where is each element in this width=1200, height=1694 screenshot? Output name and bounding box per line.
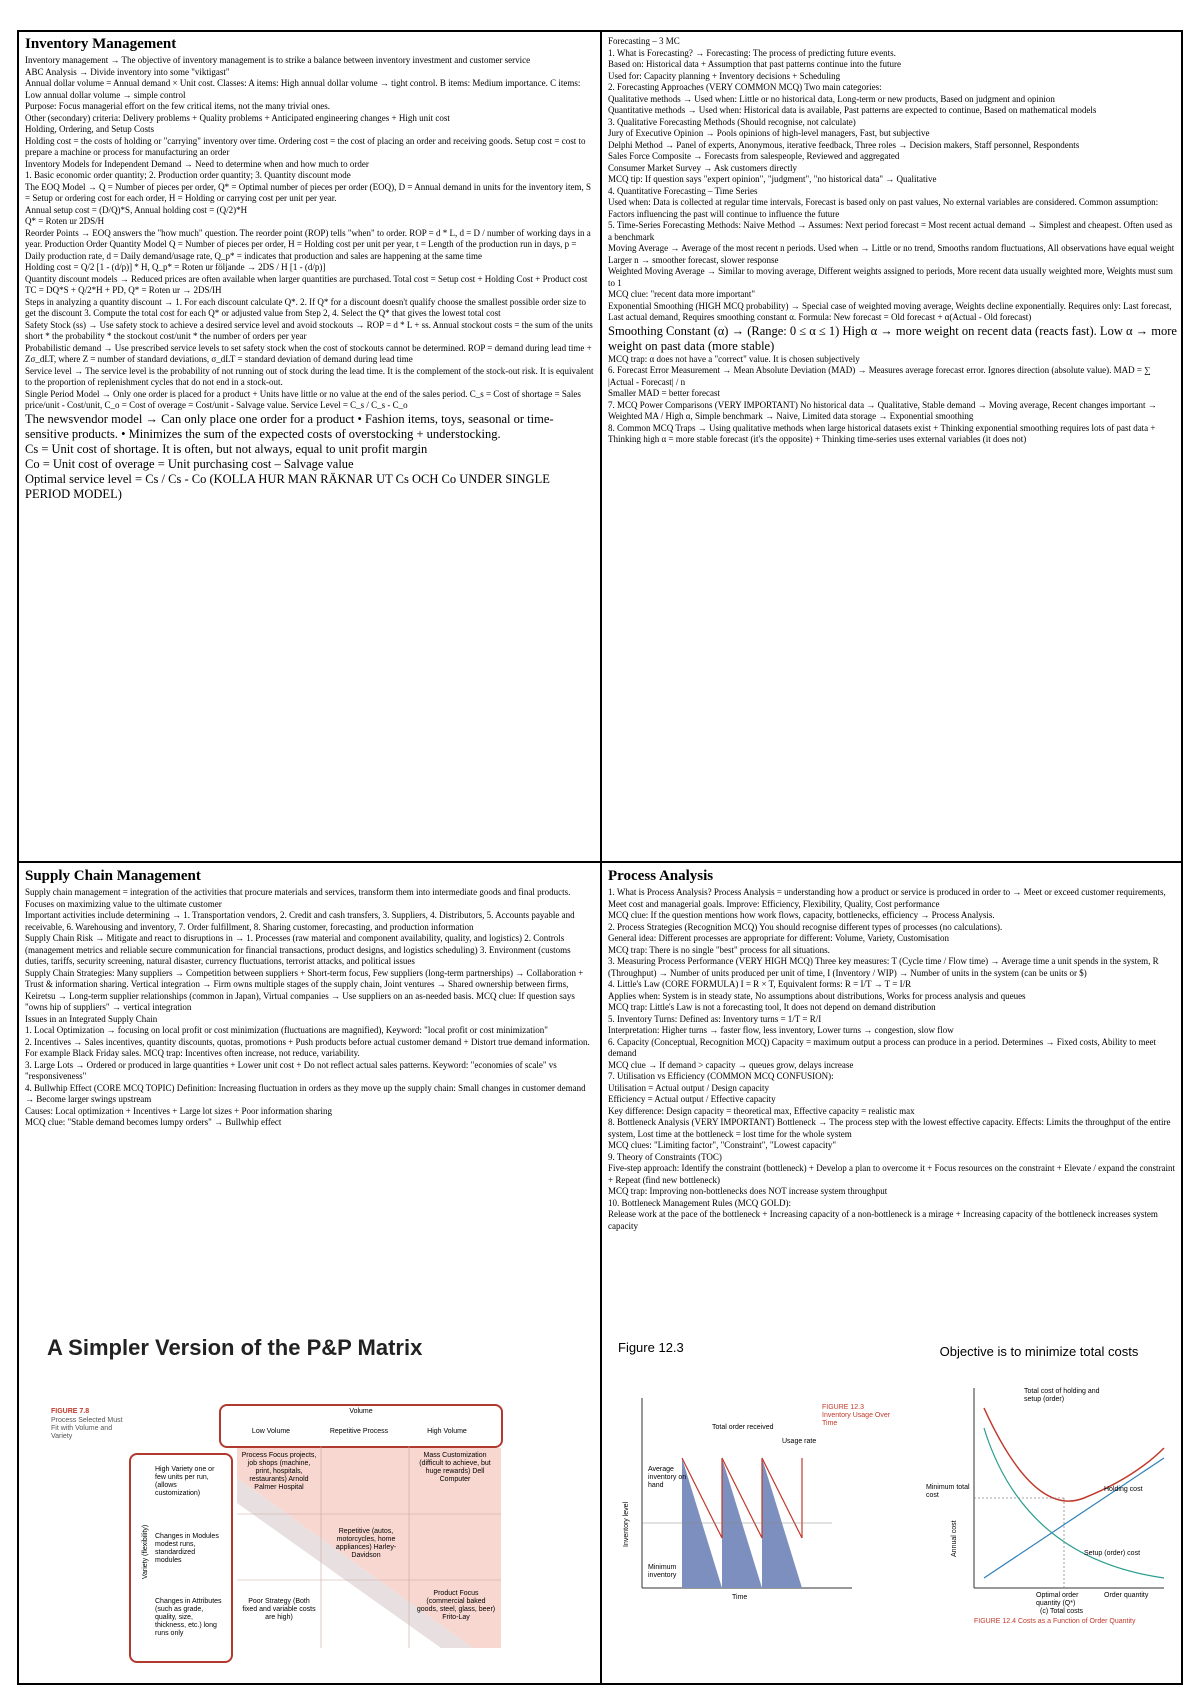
paragraph: Single Period Model → Only one order is placed for a product + Units have little or no value at the end of the sales period. C_s = Cost of shortage = Sales price/unit - Cost/unit, C_o = Cost of overage = Cost/unit - Salvage value. Service Level = C_s / C_s - C_o bbox=[25, 388, 581, 410]
paragraph: Moving Average → Average of the most recent n periods. Used when → Little or no trend, Smooths random fluctuations, All observations have equal weight bbox=[608, 243, 1175, 253]
study-sheet bbox=[17, 30, 1183, 1685]
paragraph: MCQ clues: "Limiting factor", "Constraint", "Lowest capacity" bbox=[608, 1140, 836, 1150]
figure-left-caption: FIGURE 12.3 Inventory Usage Over Time bbox=[822, 1404, 891, 1427]
paragraph: Exponential Smoothing (HIGH MCQ probability) → Special case of weighted moving average, Weights decline exponentially. Requires only: Last forecast, Last actual demand, Requires smoothing constant α. Formula: New forecast = Old forecast + α(Actual - Old forecast) bbox=[608, 300, 1172, 322]
paragraph: MCQ tip: If question says "expert opinion", "judgment", "no historical data" → Qualitative bbox=[608, 174, 937, 184]
paragraph: 6. Capacity (Conceptual, Recognition MCQ) Capacity = maximum output a process can produce in a period. Determines → Fixed costs, Ability to meet demand bbox=[608, 1036, 1156, 1058]
paragraph: MCQ trap: There is no single "best" process for all situations. bbox=[608, 944, 830, 955]
paragraph: Service level → The service level is the probability of not running out of stock during the lead time. It is the complement of the stock-out risk. It is equivalent to the proportion of replenishment cycles that do not end in a stock-out. bbox=[25, 365, 594, 387]
supply-chain-section bbox=[25, 868, 595, 1683]
volume-header: Volume bbox=[349, 1408, 373, 1415]
row-divider bbox=[19, 861, 1181, 863]
label-minimum-inventory: Minimum inventory bbox=[648, 1564, 677, 1579]
paragraph: MCQ trap: α does not have a "correct" value. It is chosen subjectively bbox=[608, 353, 860, 364]
cell-process-focus: Process Focus projects, job shops (machine, print, hospitals, restaurants) Arnold Palmer Hospital bbox=[241, 1452, 317, 1491]
section-title: Process Analysis bbox=[608, 868, 714, 884]
paragraph: Holding, Ordering, and Setup Costs bbox=[25, 124, 154, 134]
process-body bbox=[608, 887, 1178, 1232]
cell-repetitive: Repetitive (autos, motorcycles, home appliances) Harley-Davidson bbox=[335, 1528, 397, 1559]
paragraph: Purpose: Focus managerial effort on the few critical items, not the many trivial ones. bbox=[25, 101, 331, 111]
paragraph: Quantity discount models → Reduced prices are often available when larger quantities are purchased. Total cost = Setup cost + Holding Cost + Product cost bbox=[25, 273, 588, 284]
section-title: Forecasting – 3 MC bbox=[608, 36, 680, 46]
paragraph: Key difference: Design capacity = theoretical max, Effective capacity = realistic max bbox=[608, 1105, 915, 1116]
paragraph: Safety Stock (ss) → Use safety stock to achieve a desired service level and avoid stockouts → ROP = d * L + ss. Annual stockout costs = the sum of the units short * the probability * the stockout cost/unit * the number of orders per year bbox=[25, 319, 593, 341]
inventory-section bbox=[25, 36, 595, 858]
paragraph: Important activities include determining → 1. Transportation vendors, 2. Credit and cash transfers, 3. Suppliers, 4. Distributors, 5. Accounts payable and receivable, 6. Warehousing and inventory, 7. Order fulfillment, 8. Sharing customer, forecasting, and production information bbox=[25, 910, 575, 932]
label-optimal-q: Optimal order quantity (Q*) bbox=[1036, 1592, 1079, 1607]
paragraph: 2. Process Strategies (Recognition MCQ) You should recognise different types of processes (no calculations). bbox=[608, 921, 1003, 932]
cell-mass-customization: Mass Customization (difficult to achieve, but huge rewards) Dell Computer bbox=[419, 1452, 491, 1483]
paragraph: TC = DQ*S + Q/2*H + PD, Q* = Roten ur → 2DS/IH bbox=[25, 285, 222, 295]
paragraph: 5. Inventory Turns: Defined as: Inventory turns = 1/T = R/I bbox=[608, 1013, 822, 1024]
paragraph: 7. Utilisation vs Efficiency (COMMON MCQ CONFUSION): bbox=[608, 1071, 834, 1081]
inventory-body bbox=[25, 55, 595, 412]
paragraph: 4. Quantitative Forecasting – Time Series bbox=[608, 185, 758, 196]
forecasting-body bbox=[608, 48, 1178, 324]
label-usage-rate: Usage rate bbox=[782, 1438, 817, 1445]
paragraph: 1. What is Forecasting? → Forecasting: The process of predicting future events. bbox=[608, 47, 896, 58]
paragraph: The EOQ Model → Q = Number of pieces per order, Q* = Optimal number of pieces per order (EOQ), D = Annual demand in units for the inventory item, S = Setup or ordering cost for each order, H = Holding or carrying cost per unit per year. bbox=[25, 181, 591, 203]
total-cost-figure bbox=[904, 1338, 1174, 1628]
paragraph: Issues in an Integrated Supply Chain bbox=[25, 1013, 158, 1024]
paragraph: Efficiency = Actual output / Effective capacity bbox=[608, 1094, 776, 1104]
paragraph: 1. What is Process Analysis? Process Analysis = understanding how a product or service is produced in order to → Meet or exceed customer requirements, Meet cost and managerial goals. Improve: Efficiency, Flexibility, Quality, Cost performance bbox=[608, 887, 1166, 909]
paragraph: Inventory Models for Independent Demand → Need to determine when and how much to order bbox=[25, 158, 369, 169]
figure-right-title: Objective is to minimize total costs bbox=[939, 1344, 1139, 1359]
forecasting-section bbox=[608, 36, 1178, 858]
paragraph: ABC Analysis → Divide inventory into some "viktigast" bbox=[25, 66, 230, 77]
paragraph: 7. MCQ Power Comparisons (VERY IMPORTANT) No historical data → Qualitative, Stable demand → Moving average, Recent changes important → Weighted MA / High α, Simple benchmark → Naive, Limited data storage → Exponential smoothing bbox=[608, 399, 1157, 421]
forecasting-body-2 bbox=[608, 354, 1178, 446]
label-inventory-level: Inventory level bbox=[623, 1501, 630, 1547]
column-low-volume: Low Volume bbox=[251, 1428, 291, 1435]
process-section bbox=[608, 868, 1178, 1683]
cell-product-focus: Product Focus (commercial baked goods, steel, glass, beer) Frito-Lay bbox=[416, 1590, 496, 1621]
figure-caption: Process Selected Must Fit with Volume and Variety bbox=[51, 1417, 123, 1440]
paragraph: Qualitative methods → Used when: Little or no historical data, Long-term or new products, Based on judgment and opinion bbox=[608, 93, 1055, 104]
paragraph: 3. Qualitative Forecasting Methods (Should recognise, not calculate) bbox=[608, 116, 856, 127]
newsvendor-body bbox=[25, 412, 595, 502]
paragraph: Supply Chain Strategies: Many suppliers → Competition between suppliers + Short-term focus, Few suppliers (long-term partnerships) → Collaboration + Trust & information sharing. Vertical integration → Firm owns multiple stages of the supply chain, Joint ventures → Shared ownership between firms, Keiretsu → Long-term supplier relationships (common in Japan), Virtual companies → Use suppliers on an as-needed basis. MCQ clue: If question says "owns hip of suppliers" → vertical integration bbox=[25, 967, 584, 1012]
label-minimum-total: Minimum total cost bbox=[926, 1484, 970, 1499]
paragraph: 2. Forecasting Approaches (VERY COMMON MCQ) Two main categories: bbox=[608, 82, 882, 92]
paragraph: 4. Bullwhip Effect (CORE MCQ TOPIC) Definition: Increasing fluctuation in orders as they move up the supply chain: Small changes in customer demand → Become larger swings upstream bbox=[25, 1082, 586, 1104]
row-modules: Changes in Modules modest runs, standardized modules bbox=[155, 1533, 219, 1564]
column-repetitive: Repetitive Process bbox=[329, 1428, 389, 1435]
paragraph: Applies when: System is in steady state, No assumptions about distributions, Works for process analysis and queues bbox=[608, 990, 1026, 1001]
section-title: Supply Chain Management bbox=[25, 868, 201, 884]
cell-poor-strategy: Poor Strategy (Both fixed and variable costs are high) bbox=[242, 1598, 316, 1621]
paragraph: General idea: Different processes are appropriate for different: Volume, Variety, Customisation bbox=[608, 933, 949, 943]
paragraph: 10. Bottleneck Management Rules (MCQ GOLD): bbox=[608, 1197, 791, 1208]
paragraph: Smaller MAD = better forecast bbox=[608, 388, 721, 398]
label-order-quantity: Order quantity bbox=[1104, 1592, 1149, 1599]
paragraph: Supply chain management = integration of the activities that procure materials and services, transform them into intermediate goods and final products. Focuses on maximizing value to the ultimate customer bbox=[25, 887, 571, 909]
paragraph: Other (secondary) criteria: Delivery problems + Quality problems + Anticipated engineering changes + High unit cost bbox=[25, 112, 450, 123]
paragraph: 1. Basic economic order quantity; 2. Production order quantity; 3. Quantity discount mode bbox=[25, 170, 351, 180]
paragraph: MCQ trap: Improving non-bottlenecks does NOT increase system throughput bbox=[608, 1186, 888, 1196]
label-holding-cost: Holding cost bbox=[1104, 1486, 1143, 1493]
pp-matrix-title: A Simpler Version of the P&P Matrix bbox=[47, 1335, 423, 1360]
total-cost-chart bbox=[904, 1338, 1174, 1628]
figure-label: FIGURE 7.8 bbox=[51, 1408, 90, 1415]
label-total-costs: (c) Total costs bbox=[1040, 1608, 1084, 1615]
paragraph: 8. Bottleneck Analysis (VERY IMPORTANT) Bottleneck → The process step with the lowest effective capacity. Effects: Limits the throughput of the entire system, Lost time at the bottleneck = lost time for the whole system bbox=[608, 1117, 1171, 1139]
paragraph: Co = Unit cost of overage = Unit purchasing cost – Salvage value bbox=[25, 456, 354, 471]
paragraph: MCQ clue → If demand > capacity → queues grow, delays increase bbox=[608, 1059, 854, 1070]
paragraph: Probabilistic demand → Use prescribed service levels to set safety stock when the cost of stockouts cannot be determined. ROP = demand during lead time + Zσ_dLT, where Z = number of standard deviations, σ_dLT = standard deviation of demand during lead time bbox=[25, 342, 592, 364]
paragraph: Jury of Executive Opinion → Pools opinions of high-level managers, Fast, but subjective bbox=[608, 128, 930, 138]
paragraph: The newsvendor model → Can only place one order for a product • Fashion items, toys, seasonal or time-sensitive products. • Minimizes the sum of the expected costs of overstocking + understocking. bbox=[25, 411, 554, 441]
paragraph: Weighted Moving Average → Similar to moving average, Different weights assigned to periods, More recent data usually weighted more, Weights must sum to 1 bbox=[608, 266, 1173, 288]
paragraph: Used for: Capacity planning + Inventory decisions + Scheduling bbox=[608, 70, 841, 81]
paragraph: 4. Little's Law (CORE FORMULA) I = R × T, Equivalent forms: R = I/T → T = I/R bbox=[608, 979, 912, 989]
label-time: Time bbox=[732, 1594, 748, 1601]
pp-matrix-figure bbox=[31, 1328, 521, 1668]
paragraph: Consumer Market Survey → Ask customers directly bbox=[608, 162, 797, 173]
paragraph: Used when: Data is collected at regular time intervals, Forecast is based only on past values, No external variables are considered. Common assumption: Factors influencing the past will continue to influence the future bbox=[608, 197, 1159, 219]
label-average-inventory: Average inventory on hand bbox=[648, 1466, 687, 1489]
paragraph: Delphi Method → Panel of experts, Anonymous, iterative feedback, Three roles → Decision makers, Staff personnel, Respondents bbox=[608, 139, 1080, 150]
paragraph: 1. Local Optimization → focusing on local profit or cost minimization (fluctuations are magnified), Keyword: "local profit or cost minimization" bbox=[25, 1025, 548, 1035]
paragraph: MCQ trap: Little's Law is not a forecasting tool, It does not depend on demand distribution bbox=[608, 1002, 936, 1012]
paragraph: Holding cost = the costs of holding or "carrying" inventory over time. Ordering cost = the cost of placing an order and receiving goods. Setup cost = cost to prepare a machine or process for manufacturing an order bbox=[25, 135, 586, 157]
paragraph: Interpretation: Higher turns → faster flow, less inventory, Lower turns → congestion, slow flow bbox=[608, 1025, 954, 1035]
paragraph: Sales Force Composite → Forecasts from salespeople, Reviewed and aggregated bbox=[608, 151, 900, 161]
paragraph: MCQ clue: If the question mentions how work flows, capacity, bottlenecks, efficiency → Process Analysis. bbox=[608, 910, 995, 920]
holding-cost-curve bbox=[984, 1458, 1164, 1578]
figure-left-title: Figure 12.3 bbox=[618, 1340, 684, 1355]
paragraph: Based on: Historical data + Assumption that past patterns continue into the future bbox=[608, 59, 902, 69]
smoothing-constant-note: Smoothing Constant (α) → (Range: 0 ≤ α ≤ 1) High α → more weight on recent data (reacts fast). Low α → more weight on past data (more stable) bbox=[608, 323, 1177, 353]
paragraph: Inventory management → The objective of inventory management is to strike a balance between inventory investment and customer service bbox=[25, 55, 531, 65]
paragraph: MCQ clue: "Stable demand becomes lumpy orders" → Bullwhip effect bbox=[25, 1117, 282, 1127]
paragraph: Utilisation = Actual output / Design capacity bbox=[608, 1082, 770, 1093]
paragraph: 8. Common MCQ Traps → Using qualitative methods when large historical datasets exist + Thinking exponential smoothing requires lots of past data + Thinking high α = more stable forecast (it's the opposite) + Thinking time-series uses external variables (it does not) bbox=[608, 422, 1156, 444]
paragraph: Supply Chain Risk → Mitigate and react to disruptions in → 1. Processes (raw material and component availability, quality, and logistics) 2. Controls (management metrics and reliable secure communication for financial transactions, product designs, and logistics scheduling) 3. Environment (customs duties, tariffs, security screening, natural disaster, currency fluctuations, terrorist attacks, and political issues bbox=[25, 933, 571, 966]
column-divider bbox=[600, 32, 602, 1683]
label-setup-cost: Setup (order) cost bbox=[1084, 1550, 1141, 1557]
paragraph: Five-step approach: Identify the constraint (bottleneck) + Develop a plan to overcome it + Focus resources on the constraint + Elevate / expand the constraint + Repeat (find new bottleneck) bbox=[608, 1163, 1176, 1185]
paragraph: Release work at the pace of the bottleneck + Increasing capacity of a non-bottleneck is a mirage + Increasing capacity of the bottleneck increases system capacity bbox=[608, 1209, 1158, 1231]
paragraph: Larger n → smoother forecast, slower response bbox=[608, 254, 779, 265]
label-total-cost: Total cost of holding and setup (order) bbox=[1024, 1388, 1100, 1403]
paragraph: Annual setup cost = (D/Q)*S, Annual holding cost = (Q/2)*H bbox=[25, 204, 248, 215]
row-attributes: Changes in Attributes (such as grade, quality, size, thickness, etc.) long runs only bbox=[155, 1598, 222, 1637]
paragraph: MCQ clue: "recent data more important" bbox=[608, 289, 756, 299]
paragraph: Cs = Unit cost of shortage. It is often, but not always, equal to unit profit margin bbox=[25, 441, 428, 456]
paragraph: Q* = Roten ur 2DS/H bbox=[25, 216, 105, 226]
paragraph: Steps in analyzing a quantity discount → 1. For each discount calculate Q*. 2. If Q* for a discount doesn't qualify choose the smallest possible order size to get the discount 3. Compute the total cost for each Q* or adjusted value from Step 2, 4. Select the Q* that gives the lowest total cost bbox=[25, 296, 586, 318]
paragraph: Causes: Local optimization + Incentives + Large lot sizes + Poor information sharing bbox=[25, 1105, 332, 1116]
supply-chain-body bbox=[25, 887, 595, 1129]
label-total-order: Total order received bbox=[712, 1424, 774, 1431]
paragraph: 2. Incentives → Sales incentives, quantity discounts, quotas, promotions + Push products before actual customer demand + Distort true demand information. For example Black Friday sales. MCQ trap: Incentives often increase, not reduce, variability. bbox=[25, 1036, 590, 1058]
paragraph: Quantitative methods → Used when: Historical data is available, Past patterns are expected to continue, Based on mathematical models bbox=[608, 105, 1097, 115]
section-title: Inventory Management bbox=[25, 36, 177, 52]
column-high-volume: High Volume bbox=[427, 1428, 467, 1435]
paragraph: 3. Large Lots → Ordered or produced in large quantities + Lower unit cost + Do not reflect actual sales patterns. Keyword: "economies of scale" vs "responsiveness" bbox=[25, 1059, 557, 1081]
paragraph: Annual dollar volume = Annual demand × Unit cost. Classes: A items: High annual dollar volume → tight control. B items: Medium importance. C items: Low annual dollar volume → simple control bbox=[25, 78, 581, 100]
paragraph: 9. Theory of Constraints (TOC) bbox=[608, 1151, 722, 1162]
inventory-usage-figure bbox=[612, 1338, 902, 1628]
label-annual-cost: Annual cost bbox=[951, 1520, 958, 1557]
variety-label: Variety (flexibility) bbox=[142, 1524, 149, 1580]
paragraph: Reorder Points → EOQ answers the "how much" question. The reorder point (ROP) tells "when" to order. ROP = d * L, d = D / number of working days in a year. Production Order Quantity Model Q = Number of pieces per order, H = Holding cost per unit per year, t = Length of the production run in days, p = Daily production rate, d = Daily demand/usage rate, Q_p* = indicates that production and sales are happening at the same time bbox=[25, 227, 591, 261]
paragraph: 6. Forecast Error Measurement → Mean Absolute Deviation (MAD) → Measures average forecast error. Ignores direction (absolute value). MAD = ∑ |Actual - Forecast| / n bbox=[608, 365, 1151, 387]
row-high-variety: High Variety one or few units per run, (allows customization) bbox=[155, 1466, 215, 1497]
paragraph: 5. Time-Series Forecasting Methods: Naive Method → Assumes: Next period forecast = Most recent actual demand → Simplest and cheapest. Often used as a benchmark bbox=[608, 220, 1173, 242]
paragraph: 3. Measuring Process Performance (VERY HIGH MCQ) Three key measures: T (Cycle time / Flow time) → Average time a unit spends in the system, R (Throughput) → Number of units produced per unit of time, I (Inventory / WIP) → Number of units in the system (can be units or $) bbox=[608, 956, 1159, 978]
figure-right-caption: FIGURE 12.4 Costs as a Function of Order Quantity bbox=[974, 1618, 1136, 1625]
paragraph: Holding cost = Q/2 [1 - (d/p)] * H, Q_p* = Roten ur följande → 2DS / H [1 - (d/p)] bbox=[25, 262, 326, 272]
paragraph: Optimal service level = Cs / Cs - Co (KOLLA HUR MAN RÄKNAR UT Cs OCH Co UNDER SINGLE PERIOD MODEL) bbox=[25, 471, 550, 501]
